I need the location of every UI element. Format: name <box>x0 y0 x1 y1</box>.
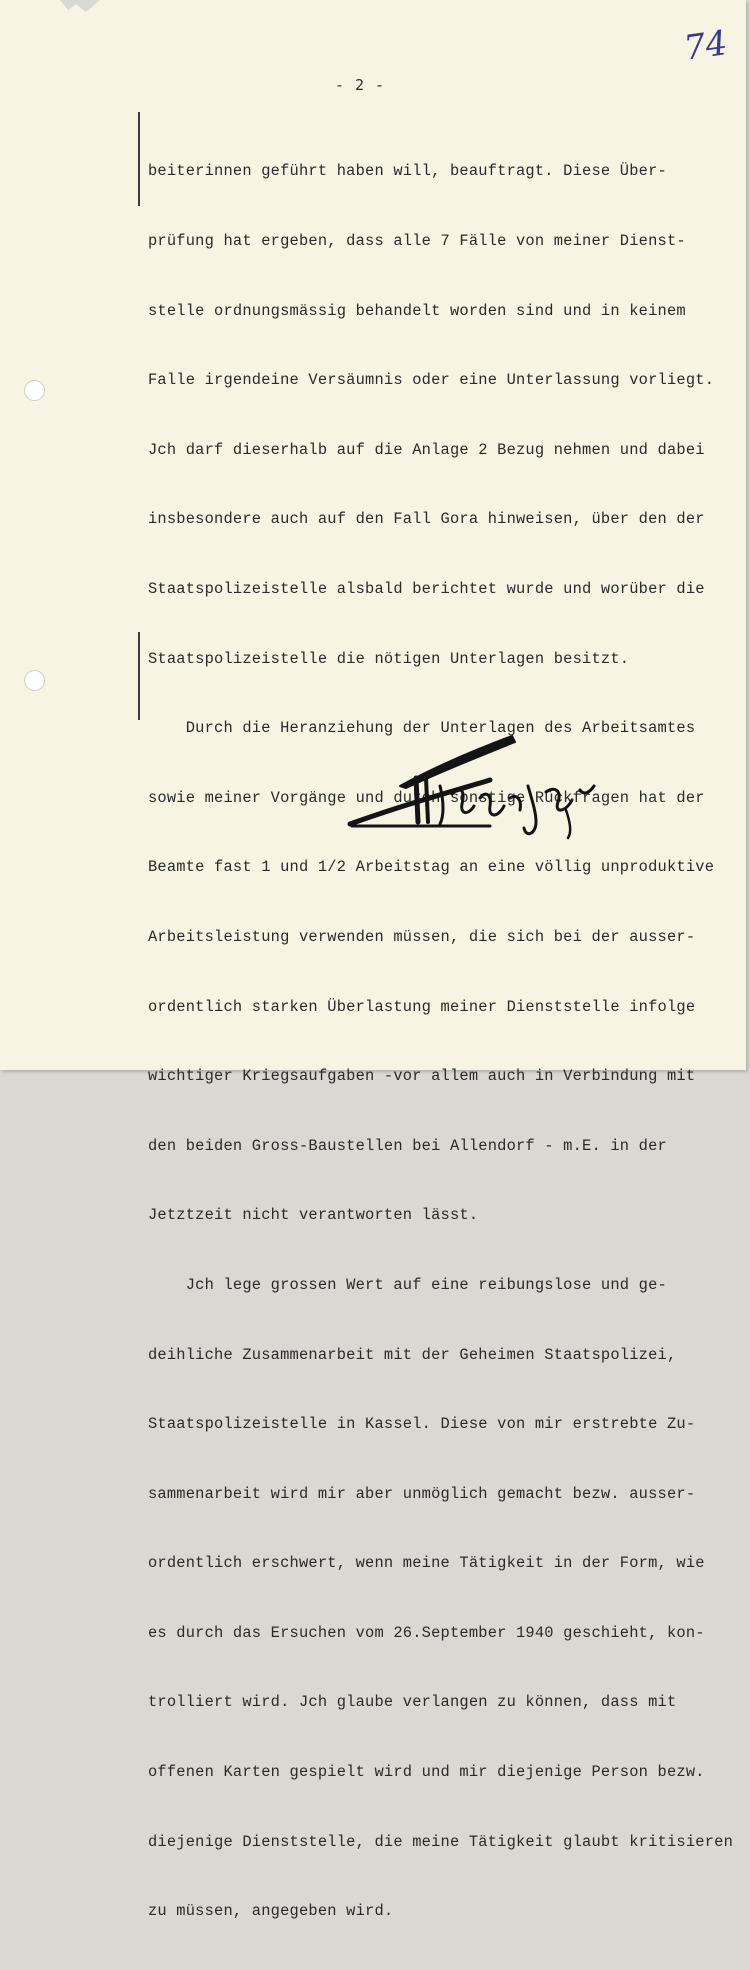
text-line: ordentlich erschwert, wenn meine Tätigkeit in der Form, wie <box>148 1554 705 1573</box>
text-line: beiterinnen geführt haben will, beauftragt. Diese Über- <box>148 162 667 181</box>
text-line: Beamte fast 1 und 1/2 Arbeitstag an eine völlig unproduktive <box>148 858 715 877</box>
text-line: Staatspolizeistelle alsbald berichtet wurde und worüber die <box>148 579 705 598</box>
punch-hole-upper <box>24 380 45 401</box>
text-line: Staatspolizeistelle in Kassel. Diese von mir erstrebte Zu- <box>148 1415 696 1434</box>
text-line: zu müssen, angegeben wird. <box>148 1902 394 1921</box>
text-line: sammenarbeit wird mir aber unmöglich gemacht bezw. ausser- <box>148 1484 696 1503</box>
text-line: Jch lege grossen Wert auf eine reibungslose und ge- <box>148 1275 667 1294</box>
text-line: den beiden Gross-Baustellen bei Allendorf - m.E. in der <box>148 1136 667 1155</box>
text-line: sowie meiner Vorgänge und durch sonstige Rückfragen hat der <box>148 788 705 807</box>
text-line: wichtiger Kriegsaufgaben -vor allem auch in Verbindung mit <box>148 1067 696 1086</box>
text-line: diejenige Dienststelle, die meine Tätigkeit glaubt kritisieren <box>148 1832 734 1851</box>
page-number: - 2 - <box>334 76 386 94</box>
text-line: Arbeitsleistung verwenden müssen, die sich bei der ausser- <box>148 927 696 946</box>
text-line: Falle irgendeine Versäumnis oder eine Unterlassung vorliegt. <box>148 371 715 390</box>
text-line: Staatspolizeistelle die nötigen Unterlagen besitzt. <box>148 649 630 668</box>
margin-mark-lower <box>138 632 140 720</box>
paper-tear-mark <box>60 0 100 14</box>
handwritten-signature <box>340 726 630 846</box>
letter-body <box>148 114 734 1970</box>
text-line: prüfung hat ergeben, dass alle 7 Fälle von meiner Dienst- <box>148 232 686 250</box>
text-line: stelle ordnungsmässig behandelt worden sind und in keinem <box>148 301 686 320</box>
text-line: ordentlich starken Überlastung meiner Dienststelle infolge <box>148 997 696 1016</box>
punch-hole-lower <box>24 670 45 691</box>
text-line: Durch die Heranziehung der Unterlagen des Arbeitsamtes <box>148 719 696 738</box>
text-line: Jetztzeit nicht verantworten lässt. <box>148 1206 479 1225</box>
margin-mark-upper <box>138 112 140 206</box>
text-line: Jch darf dieserhalb auf die Anlage 2 Bezug nehmen und dabei <box>148 440 705 459</box>
text-line: es durch das Ersuchen vom 26.September 1940 geschieht, kon- <box>148 1623 705 1642</box>
text-line: trolliert wird. Jch glaube verlangen zu können, dass mit <box>148 1693 677 1712</box>
text-line: insbesondere auch auf den Fall Gora hinweisen, über den der <box>148 510 705 529</box>
folio-number: 74 <box>681 23 730 69</box>
text-line: deihliche Zusammenarbeit mit der Geheimen Staatspolizei, <box>148 1345 677 1364</box>
text-line: offenen Karten gespielt wird und mir diejenige Person bezw. <box>148 1763 705 1782</box>
